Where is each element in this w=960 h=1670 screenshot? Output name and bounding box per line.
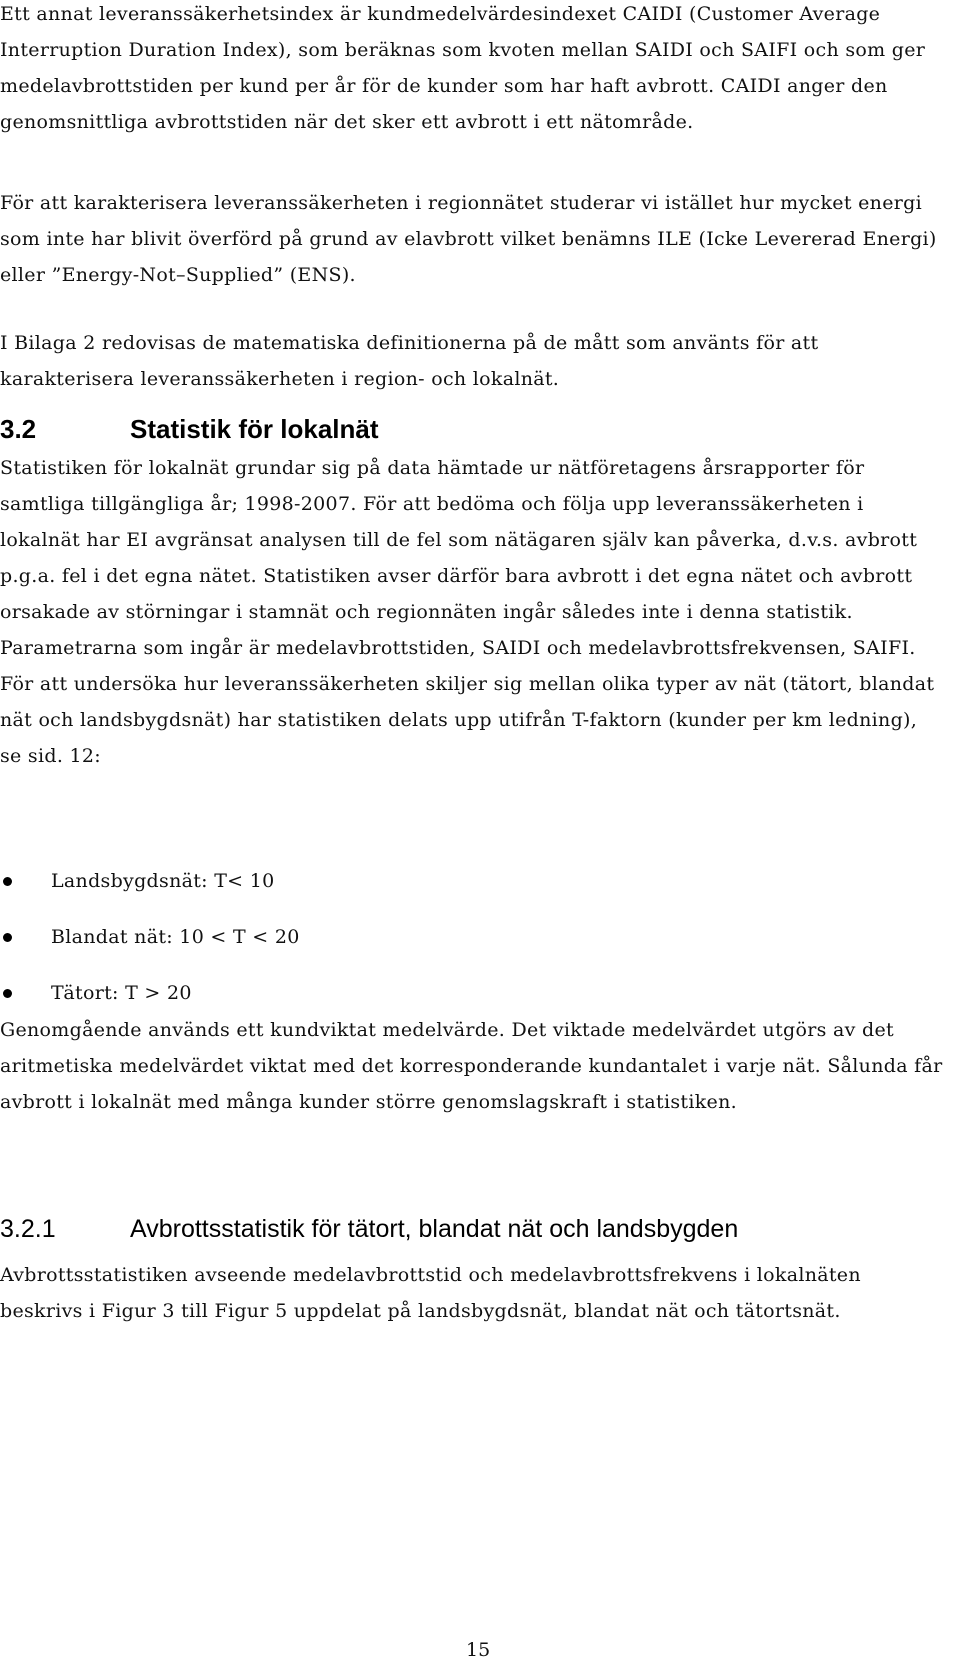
list-item-text: Tätort: T > 20 <box>51 982 192 1004</box>
paragraph-statistik-lokalnat: Statistiken för lokalnät grundar sig på data hämtade ur nätföretagens årsrapporter för samtliga tillgängliga år; 1998-2007. För att bedöma och följa upp leveranssäkerheten i lokalnät har EI avgränsat analysen till de fel som nätägaren själv kan påverka, d.v.s. avbrott p.g.a. fel i det egna nätet. Statistiken avser därför bara avbrott i det egna nätet och avbrott orsakade av störningar i stamnät och regionnäten ingår således inte i denna statistik. Parametrarna som ingår är medelavbrottstiden, SAIDI och medelavbrottsfrekvensen, SAIFI. För att undersöka hur leveranssäkerheten skiljer sig mellan olika typer av nät (tätort, blandat nät och landsbygdsnät) har statistiken delats upp utifrån T-faktorn (kunder per km ledning), se sid. 12: <box>0 457 935 767</box>
section-number: 3.2 <box>0 414 37 444</box>
section-number: 3.2.1 <box>0 1215 56 1243</box>
page-number: 15 <box>466 1639 491 1661</box>
bullet-icon <box>3 933 12 942</box>
list-item-text: Blandat nät: 10 < T < 20 <box>51 926 300 948</box>
bullet-icon <box>3 877 12 886</box>
list-item <box>0 863 945 919</box>
list-item-text: Landsbygdsnät: T< 10 <box>51 870 275 892</box>
list-item <box>0 919 945 975</box>
section-heading-3-2 <box>0 413 379 445</box>
paragraph-avbrottsstatistik: Avbrottsstatistiken avseende medelavbrottstid och medelavbrottsfrekvens i lokalnäten beskrivs i Figur 3 till Figur 5 uppdelat på landsbygdsnät, blandat nät och tätortsnät. <box>0 1264 861 1322</box>
paragraph-caidi: Ett annat leveranssäkerhetsindex är kundmedelvärdesindexet CAIDI (Customer Average Interruption Duration Index), som beräknas som kvoten mellan SAIDI och SAIFI och som ger medelavbrottstiden per kund per år för de kunder som har haft avbrott. CAIDI anger den genomsnittliga avbrottstiden när det sker ett avbrott i ett nätområde. <box>0 3 926 133</box>
paragraph-kundviktat: Genomgående används ett kundviktat medelvärde. Det viktade medelvärdet utgörs av det aritmetiska medelvärdet viktat med det korresponderande kundantalet i varje nät. Sålunda får avbrott i lokalnät med många kunder större genomslagskraft i statistiken. <box>0 1019 943 1113</box>
bullet-icon <box>3 989 12 998</box>
section-heading-3-2-1 <box>0 1213 738 1245</box>
paragraph-ile-ens: För att karakterisera leveranssäkerheten i regionnätet studerar vi istället hur mycket energi som inte har blivit överförd på grund av elavbrott vilket benämns ILE (Icke Levererad Energi) eller ”Energy-Not–Supplied” (ENS). <box>0 192 937 286</box>
section-title: Avbrottsstatistik för tätort, blandat nät och landsbygden <box>130 1215 739 1243</box>
section-title: Statistik för lokalnät <box>130 414 379 444</box>
paragraph-bilaga: I Bilaga 2 redovisas de matematiska definitionerna på de mått som använts för att karakterisera leveranssäkerheten i region- och lokalnät. <box>0 332 819 390</box>
t-factor-list <box>0 863 945 1031</box>
